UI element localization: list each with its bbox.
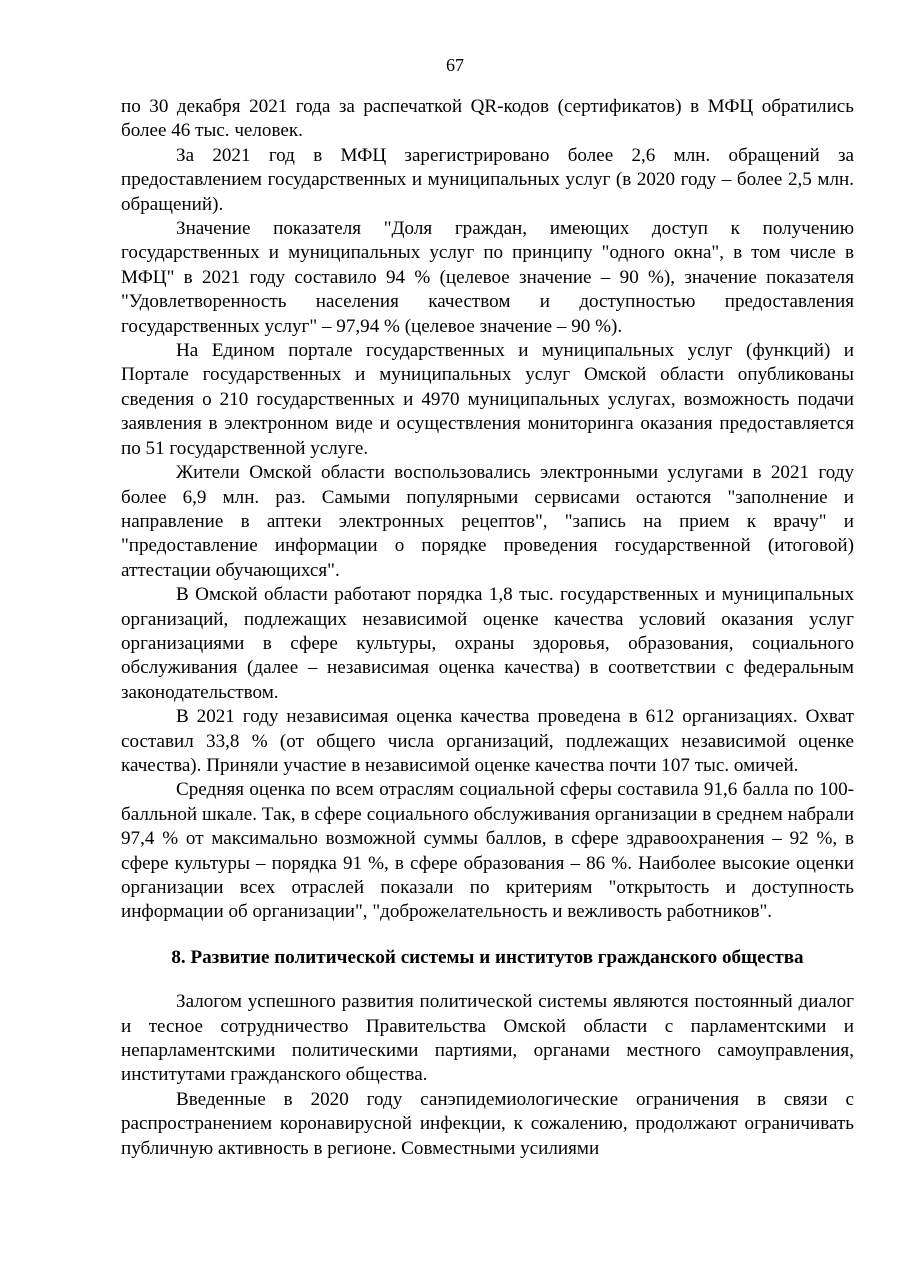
paragraph-average-score: Средняя оценка по всем отраслям социальной сферы составила 91,6 балла по 100-балльной шкале. Так, в сфере социального обслуживания организации в среднем набрали 97,4 % от максимально возможной суммы баллов, в сфере здравоохранения – 92 %, в сфере культуры – порядка 91 %, в сфере образования – 86 %. Наиболее высокие оценки организации всех отраслей показали по критериям "открытость и доступность информации об организации", "доброжелательность и вежливость работников". bbox=[121, 779, 854, 923]
paragraph-quality-assessment: В 2021 году независимая оценка качества проведена в 612 организациях. Охват составил 33,8 % (от общего числа организаций, подлежащих независимой оценке качества). Приняли участие в независимой оценке качества почти 107 тыс. омичей. bbox=[121, 706, 854, 776]
paragraph-electronic-services: Жители Омской области воспользовались электронными услугами в 2021 году более 6,9 млн. раз. Самыми популярными сервисами остаются "заполнение и направление в аптеки электронных рецептов", "запись на прием к врачу" и "предоставление информации о порядке проведения государственной (итоговой) аттестации обучающихся". bbox=[121, 462, 854, 581]
paragraph-mfc-requests: За 2021 год в МФЦ зарегистрировано более 2,6 млн. обращений за предоставлением государственных и муниципальных услуг (в 2020 году – более 2,5 млн. обращений). bbox=[121, 144, 854, 215]
page-body bbox=[121, 95, 854, 1161]
page-number: 67 bbox=[446, 55, 464, 75]
paragraph-restrictions: Введенные в 2020 году санэпидемиологические ограничения в связи с распространением коронавирусной инфекции, к сожалению, продолжают ограничивать публичную активность в регионе. Совместными усилиями bbox=[121, 1088, 854, 1159]
paragraph-political-dialogue: Залогом успешного развития политической системы являются постоянный диалог и тесное сотрудничество Правительства Омской области с парламентскими и непарламентскими политическими партиями, органами местного самоуправления, институтами гражданского общества. bbox=[121, 991, 854, 1086]
paragraph-organizations: В Омской области работают порядка 1,8 тыс. государственных и муниципальных организаций, подлежащих независимой оценке качества условий оказания услуг организациями в сфере культуры, охраны здоровья, образования, социального обслуживания (далее – независимая оценка качества) в соответствии с федеральным законодательством. bbox=[121, 584, 854, 703]
paragraph-qr-codes: по 30 декабря 2021 года за распечаткой QR-кодов (сертификатов) в МФЦ обратились более 46 тыс. человек. bbox=[121, 96, 854, 142]
paragraph-indicators: Значение показателя "Доля граждан, имеющих доступ к получению государственных и муниципальных услуг по принципу "одного окна", в том числе в МФЦ" в 2021 году составило 94 % (целевое значение – 90 %), значение показателя "Удовлетворенность населения качеством и доступностью предоставления государственных услуг" – 97,94 % (целевое значение – 90 %). bbox=[121, 218, 854, 337]
section-heading: 8. Развитие политической системы и институтов гражданского общества bbox=[171, 946, 804, 968]
paragraph-portal: На Едином портале государственных и муниципальных услуг (функций) и Портале государственных и муниципальных услуг Омской области опубликованы сведения о 210 государственных и 4970 муниципальных услугах, возможность подачи заявления в электронном виде и осуществления мониторинга оказания предоставляется по 51 государственной услуге. bbox=[121, 340, 854, 459]
